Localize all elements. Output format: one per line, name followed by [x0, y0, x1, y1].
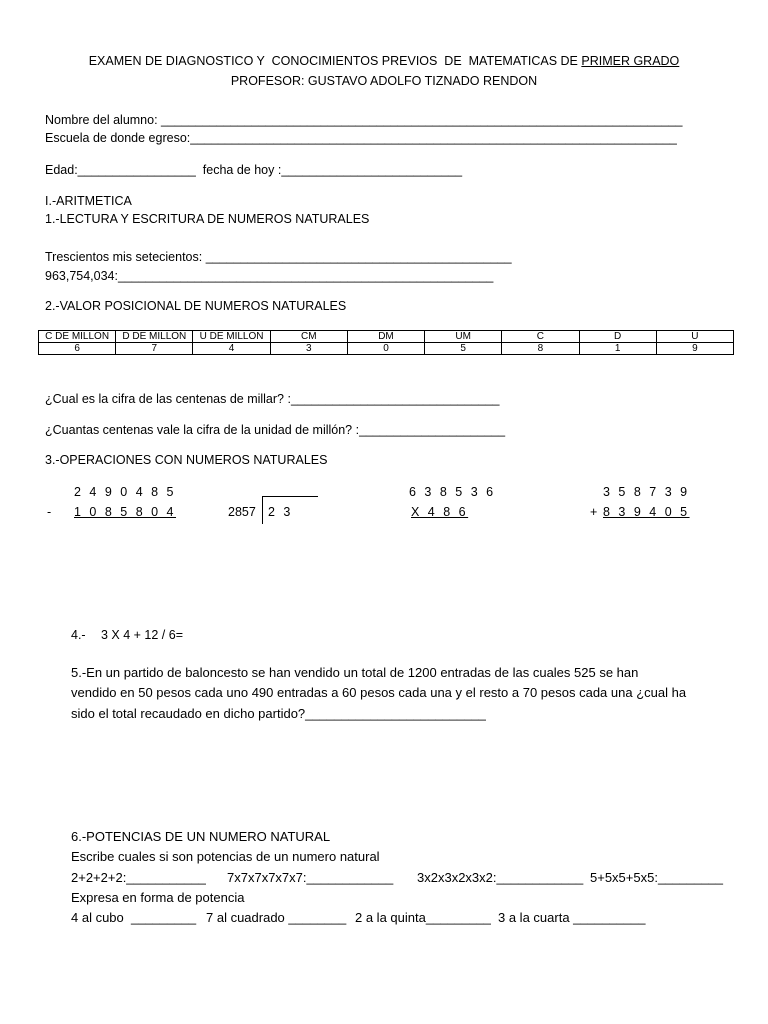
- professor-line: PROFESOR: GUSTAVO ADOLFO TIZNADO RENDON: [230, 74, 538, 88]
- section-2-title: 2.-VALOR POSICIONAL DE NUMEROS NATURALES: [45, 299, 347, 313]
- division-bracket-top: [263, 496, 318, 497]
- multiplication-bottom: X 4 8 6: [411, 505, 469, 519]
- student-name-field[interactable]: Nombre del alumno: ___________________________________________________________________________: [45, 113, 683, 127]
- school-field[interactable]: Escuela de donde egreso:______________________________________________________________________: [45, 131, 677, 145]
- division-divisor: 2 3: [268, 505, 293, 519]
- place-value-digit: 4: [193, 343, 270, 355]
- question-number-to-words[interactable]: 963,754,034:______________________________________________________: [45, 269, 494, 283]
- addition-top: 3 5 8 7 3 9: [603, 485, 690, 499]
- place-value-header: C DE MILLON: [39, 331, 116, 343]
- power-option-3[interactable]: 3x2x3x2x3x2:____________: [417, 870, 584, 885]
- power-expression-1[interactable]: 4 al cubo _________: [71, 910, 197, 925]
- place-value-header: CM: [270, 331, 347, 343]
- power-expression-2[interactable]: 7 al cuadrado ________: [206, 910, 347, 925]
- section-6-instruction-1: Escribe cuales si son potencias de un numero natural: [71, 849, 380, 864]
- exam-grade: PRIMER GRADO: [581, 54, 680, 68]
- question-words-to-number[interactable]: Trescientos mis setecientos: ____________________________________________: [45, 250, 512, 264]
- place-value-header: U: [656, 331, 733, 343]
- section-1-title: 1.-LECTURA Y ESCRITURA DE NUMEROS NATURALES: [45, 212, 370, 226]
- power-option-1[interactable]: 2+2+2+2:___________: [71, 870, 206, 885]
- question-hundreds-in-millions[interactable]: ¿Cuantas centenas vale la cifra de la unidad de millón? :_____________________: [45, 423, 506, 437]
- place-value-digit: 5: [425, 343, 502, 355]
- power-expression-4[interactable]: 3 a la cuarta __________: [498, 910, 646, 925]
- subtraction-minuend: 2 4 9 0 4 8 5: [74, 485, 177, 499]
- exam-title: [0, 55, 768, 68]
- place-value-digit: 1: [579, 343, 656, 355]
- power-option-2[interactable]: 7x7x7x7x7x7:____________: [227, 870, 394, 885]
- age-date-field[interactable]: Edad:_________________ fecha de hoy :__________________________: [45, 163, 463, 177]
- problem-line-3[interactable]: sido el total recaudado en dicho partido?_________________________: [71, 706, 486, 721]
- section-4-label: 4.-: [71, 628, 86, 642]
- place-value-digit: 6: [39, 343, 116, 355]
- place-value-table: [38, 330, 734, 355]
- question-hundred-thousands[interactable]: ¿Cual es la cifra de las centenas de millar? :______________________________: [45, 392, 500, 406]
- place-value-digit: 8: [502, 343, 579, 355]
- plus-sign: +: [590, 505, 598, 519]
- place-value-digit-row: [39, 343, 734, 355]
- place-value-header: D DE MILLON: [116, 331, 193, 343]
- section-6-title: 6.-POTENCIAS DE UN NUMERO NATURAL: [71, 829, 331, 844]
- section-aritmetica-title: I.-ARITMETICA: [45, 194, 132, 208]
- problem-line-2: vendido en 50 pesos cada uno 490 entradas a 60 pesos cada una y el resto a 70 pesos cada una ¿cual ha: [71, 685, 687, 700]
- place-value-header: DM: [347, 331, 424, 343]
- problem-line-1: 5.-En un partido de baloncesto se han vendido un total de 1200 entradas de las cuales 525 se han: [71, 665, 639, 680]
- place-value-digit: 3: [270, 343, 347, 355]
- place-value-header: C: [502, 331, 579, 343]
- place-value-header: D: [579, 331, 656, 343]
- exam-title-text: EXAMEN DE DIAGNOSTICO Y CONOCIMIENTOS PREVIOS DE MATEMATICAS DE: [88, 54, 582, 68]
- place-value-digit: 7: [116, 343, 193, 355]
- addition-bottom: 8 3 9 4 0 5: [603, 505, 690, 519]
- section-6-instruction-2: Expresa en forma de potencia: [71, 890, 245, 905]
- section-4-expression: 3 X 4 + 12 / 6=: [101, 628, 184, 642]
- minus-sign: -: [47, 505, 52, 519]
- power-option-4[interactable]: 5+5x5+5x5:_________: [590, 870, 724, 885]
- place-value-header-row: [39, 331, 734, 343]
- place-value-digit: 9: [656, 343, 733, 355]
- section-3-title: 3.-OPERACIONES CON NUMEROS NATURALES: [45, 453, 328, 467]
- place-value-header: U DE MILLON: [193, 331, 270, 343]
- division-bracket-side: [262, 496, 263, 524]
- place-value-header: UM: [425, 331, 502, 343]
- multiplication-top: 6 3 8 5 3 6: [409, 485, 496, 499]
- subtraction-subtrahend: 1 0 8 5 8 0 4: [74, 505, 177, 519]
- power-expression-3[interactable]: 2 a la quinta_________: [355, 910, 491, 925]
- place-value-digit: 0: [347, 343, 424, 355]
- division-dividend: 2857: [228, 505, 256, 519]
